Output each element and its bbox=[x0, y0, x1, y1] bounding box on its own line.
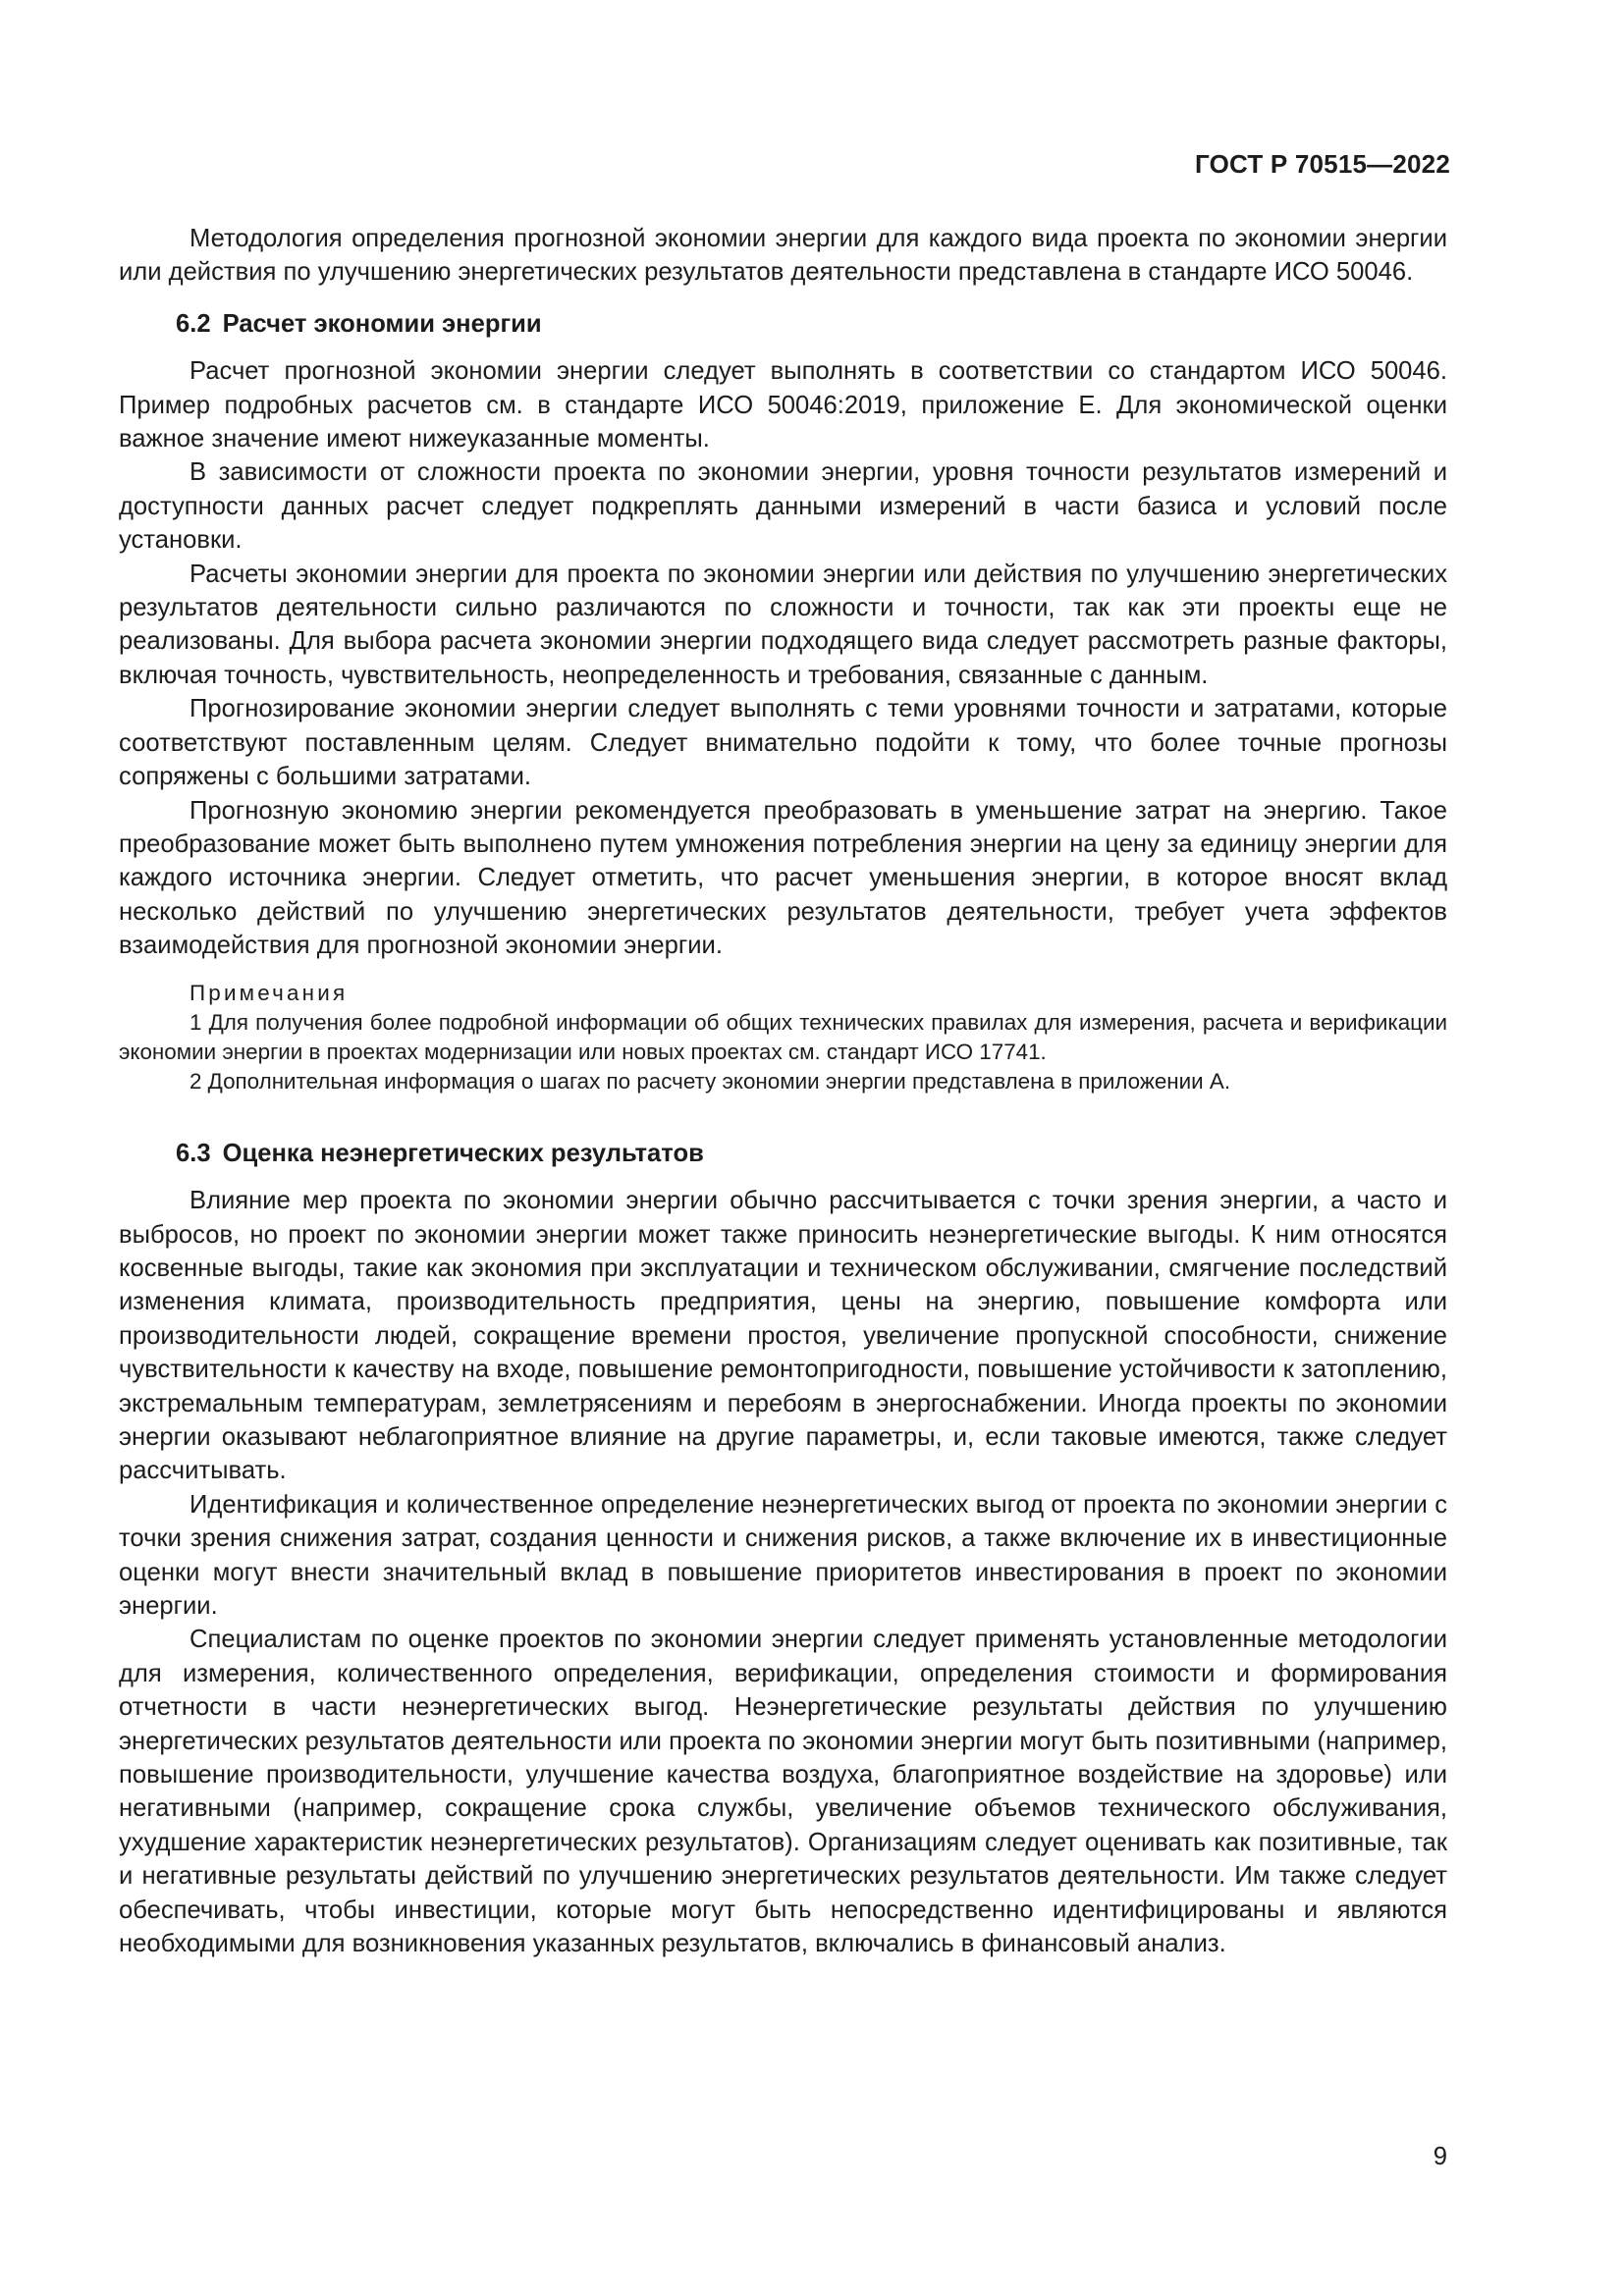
page-number: 9 bbox=[1433, 2143, 1447, 2170]
document-content bbox=[119, 222, 1447, 1961]
section-title: Оценка неэнергетических результатов bbox=[222, 1139, 704, 1167]
paragraph: Расчеты экономии энергии для проекта по экономии энергии или действия по улучшению энергетических результатов деятельности сильно различаются по сложности и точности, так как эти проекты еще не реализованы. Для выбора расчета экономии энергии подходящего вида следует рассмотреть разные факторы, включая точность, чувствительность, неопределенность и требования, связанные с данным. bbox=[119, 560, 1447, 689]
paragraph: Прогнозирование экономии энергии следует выполнять с теми уровнями точности и затратами, которые соответствуют поставленным целям. Следует внимательно подойти к тому, что более точные прогнозы сопряжены с большими затратами. bbox=[119, 695, 1447, 791]
section-title: Расчет экономии энергии bbox=[222, 309, 542, 338]
document-code-header: ГОСТ Р 70515—2022 bbox=[1195, 149, 1450, 179]
notes-block bbox=[119, 979, 1447, 1097]
section-6-2-heading bbox=[119, 307, 1447, 341]
notes-title: Примечания bbox=[189, 980, 349, 1005]
paragraph: Прогнозную экономию энергии рекомендуется преобразовать в уменьшение затрат на энергию. Такое преобразование может быть выполнено путем умножения потребления энергии на цену за единицу энергии для каждого источника энергии. Следует отметить, что расчет уменьшения энергии, в которое вносят вклад несколько действий по улучшению энергетических результатов деятельности, требует учета эффектов взаимодействия для прогнозной экономии энергии. bbox=[119, 796, 1447, 960]
paragraph: Влияние мер проекта по экономии энергии обычно рассчитывается с точки зрения энергии, а часто и выбросов, но проект по экономии энергии может также приносить неэнергетические выгоды. К ним относятся косвенные выгоды, такие как экономия при эксплуатации и техническом обслуживании, смягчение последствий изменения климата, производительность предприятия, цены на энергию, повышение комфорта или производительности людей, сокращение времени простоя, увеличение пропускной способности, снижение чувствительности к качеству на входе, повышение ремонтопригодности, повышение устойчивости к затоплению, экстремальным температурам, землетрясениям и перебоям в энергоснабжении. Иногда проекты по экономии энергии оказывают неблагоприятное влияние на другие параметры, и, если таковые имеются, также следует рассчитывать. bbox=[119, 1187, 1447, 1485]
section-6-3-heading bbox=[119, 1137, 1447, 1170]
note-item: 1 Для получения более подробной информации об общих технических правилах для измерения, расчета и верификации экономии энергии в проектах модернизации или новых проектах см. стандарт ИСО 17741. bbox=[119, 1009, 1447, 1064]
section-number: 6.2 bbox=[176, 309, 211, 338]
paragraph: Расчет прогнозной экономии энергии следует выполнять в соответствии со стандартом ИСО 50046. Пример подробных расчетов см. в стандарте ИСО 50046:2019, приложение Е. Для экономической оценки важное значение имеют нижеуказанные моменты. bbox=[119, 357, 1447, 454]
note-item: 2 Дополнительная информация о шагах по расчету экономии энергии представлена в приложении А. bbox=[189, 1069, 1231, 1095]
section-number: 6.3 bbox=[176, 1139, 211, 1167]
paragraph: Специалистам по оценке проектов по экономии энергии следует применять установленные методологии для измерения, количественного определения, верификации, определения стоимости и формирования отчетности в части неэнергетических выгод. Неэнергетические результаты действия по улучшению энергетических результатов деятельности или проекта по экономии энергии могут быть позитивными (например, повышение производительности, улучшение качества воздуха, благоприятное воздействие на здоровье) или негативными (например, сокращение срока службы, увеличение объемов технического обслуживания, ухудшение характеристик неэнергетических результатов). Организациям следует оценивать как позитивные, так и негативные результаты действий по улучшению энергетических результатов деятельности. Им также следует обеспечивать, чтобы инвестиции, которые могут быть непосредственно идентифицированы и являются необходимыми для возникновения указанных результатов, включались в финансовый анализ. bbox=[119, 1626, 1447, 1958]
section-spacer bbox=[119, 1097, 1447, 1119]
paragraph: Идентификация и количественное определение неэнергетических выгод от проекта по экономии энергии с точки зрения снижения затрат, создания ценности и снижения рисков, а также включение их в инвестиционные оценки могут внести значительный вклад в повышение приоритетов инвестирования в проект по экономии энергии. bbox=[119, 1490, 1447, 1621]
intro-paragraph: Методология определения прогнозной экономии энергии для каждого вида проекта по экономии энергии или действия по улучшению энергетических результатов деятельности представлена в стандарте ИСО 50046. bbox=[119, 225, 1447, 287]
paragraph: В зависимости от сложности проекта по экономии энергии, уровня точности результатов измерений и доступности данных расчет следует подкреплять данными измерений в части базиса и условий после установки. bbox=[119, 458, 1447, 555]
